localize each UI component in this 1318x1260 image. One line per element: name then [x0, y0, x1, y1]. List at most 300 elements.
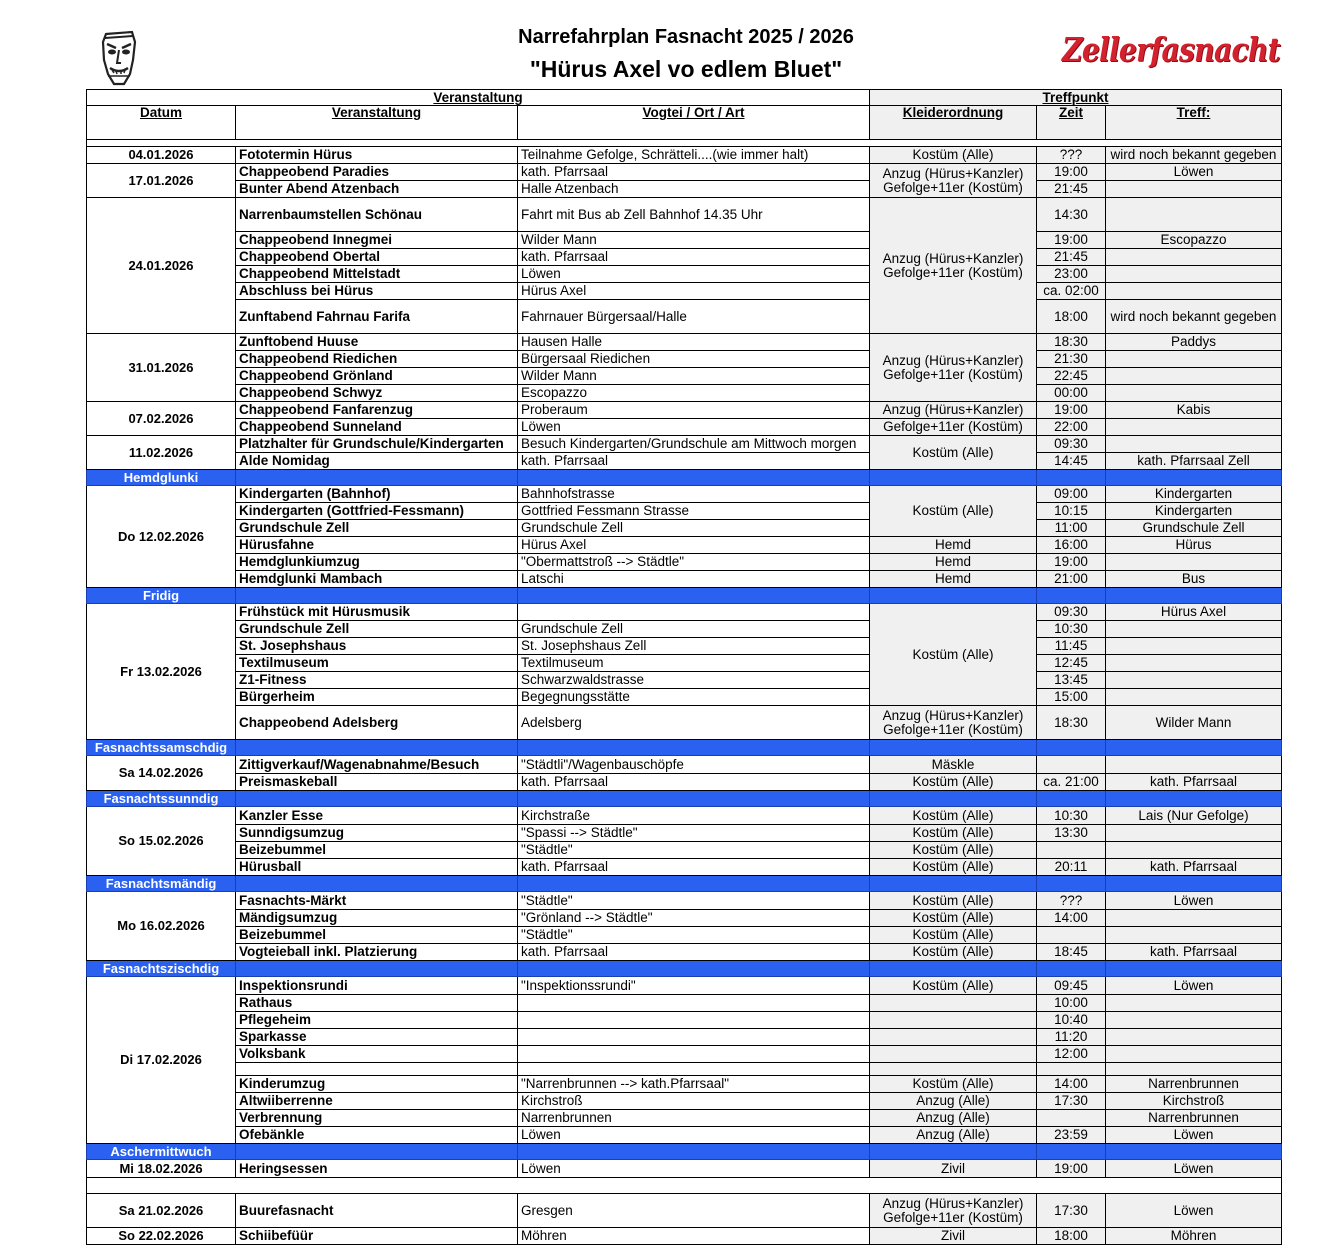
time-cell: 10:15 [1037, 503, 1106, 520]
location-cell: Bahnhofstrasse [518, 486, 870, 503]
location-cell: "Städtle" [518, 927, 870, 944]
table-row [87, 351, 1282, 368]
dress-code-cell [870, 995, 1037, 1012]
meeting-point-cell: kath. Pfarrsaal Zell [1106, 453, 1282, 470]
time-cell: 10:00 [1037, 995, 1106, 1012]
time-cell [1037, 1063, 1106, 1076]
meeting-point-cell: Kabis [1106, 402, 1282, 419]
table-row [87, 571, 1282, 588]
dress-code-cell [870, 164, 1037, 198]
event-cell: Bunter Abend Atzenbach [236, 181, 518, 198]
dress-code-cell [870, 334, 1037, 402]
meeting-point-cell [1106, 672, 1282, 689]
dress-code-cell [870, 147, 1037, 164]
location-cell: Kirchstraße [518, 807, 870, 825]
meeting-point-cell [1106, 249, 1282, 266]
dress-code-line: Kostüm (Alle) [912, 147, 994, 162]
section-filler-cell [236, 961, 518, 977]
meeting-point-cell [1106, 910, 1282, 927]
location-cell: Proberaum [518, 402, 870, 419]
table-row [87, 1093, 1282, 1110]
dress-code-line: Anzug (Alle) [916, 1093, 990, 1108]
event-cell: Chappeobend Innegmei [236, 232, 518, 249]
event-cell: Chappeobend Grönland [236, 368, 518, 385]
event-cell: Grundschule Zell [236, 520, 518, 537]
event-cell: Vogteieball inkl. Platzierung [236, 944, 518, 961]
time-cell: 14:30 [1037, 198, 1106, 232]
spacer-cell [87, 1178, 1282, 1194]
brand-logo: Zellerfasnacht [1062, 30, 1280, 69]
dress-code-cell [870, 774, 1037, 791]
col-header-ort: Vogtei / Ort / Art [518, 106, 870, 140]
event-cell: Chappeobend Schwyz [236, 385, 518, 402]
meeting-point-cell: Hürus [1106, 537, 1282, 554]
meeting-point-cell [1106, 198, 1282, 232]
section-filler-cell [236, 740, 518, 756]
table-row [87, 147, 1282, 164]
dress-code-cell [870, 1194, 1037, 1228]
section-filler-cell [236, 470, 518, 486]
section-filler-cell [518, 588, 870, 604]
date-cell: Mo 16.02.2026 [87, 892, 236, 961]
table-row [87, 1160, 1282, 1178]
time-cell: 18:45 [1037, 944, 1106, 961]
dress-code-cell [870, 419, 1037, 436]
dress-code-line: Anzug (Hürus+Kanzler) [882, 1195, 1024, 1211]
event-cell: Schiibefüür [236, 1228, 518, 1245]
table-row [87, 995, 1282, 1012]
time-cell: 21:00 [1037, 571, 1106, 588]
time-cell: 09:30 [1037, 436, 1106, 453]
location-cell: "Spassi --> Städtle" [518, 825, 870, 842]
dress-code-cell [870, 859, 1037, 876]
time-cell: 10:30 [1037, 621, 1106, 638]
dress-code-cell [870, 402, 1037, 419]
meeting-point-cell [1106, 351, 1282, 368]
event-cell: Hemdglunkiumzug [236, 554, 518, 571]
time-cell: 18:30 [1037, 706, 1106, 740]
date-cell: Do 12.02.2026 [87, 486, 236, 588]
event-cell: Chappeobend Paradies [236, 164, 518, 181]
dress-code-line: Anzug (Hürus+Kanzler) [882, 165, 1024, 181]
dress-code-line: Mäskle [931, 756, 975, 772]
event-cell: Chappeobend Fanfarenzug [236, 402, 518, 419]
meeting-point-cell: Löwen [1106, 164, 1282, 181]
dress-code-cell [870, 537, 1037, 554]
date-cell: Sa 21.02.2026 [87, 1194, 236, 1228]
dress-code-line: Anzug (Alle) [916, 1110, 990, 1125]
dress-code-cell [870, 892, 1037, 910]
meeting-point-cell: Kirchstroß [1106, 1093, 1282, 1110]
dress-code-cell [870, 825, 1037, 842]
table-row [87, 419, 1282, 436]
location-cell: Schwarzwaldstrasse [518, 672, 870, 689]
dress-code-line: Gefolge+11er (Kostüm) [883, 366, 1023, 382]
event-cell: Mändigsumzug [236, 910, 518, 927]
section-filler-cell [1106, 961, 1282, 977]
section-filler-cell [518, 1144, 870, 1160]
group-header-veranstaltung: Veranstaltung [87, 90, 870, 106]
group-header-treffpunkt: Treffpunkt [870, 90, 1282, 106]
col-header-datum: Datum [87, 106, 236, 140]
event-cell: Verbrennung [236, 1110, 518, 1127]
dress-code-cell [870, 807, 1037, 825]
section-filler-cell [870, 876, 1037, 892]
event-cell: Chappeobend Sunneland [236, 419, 518, 436]
time-cell: 10:30 [1037, 807, 1106, 825]
event-cell: Zittigverkauf/Wagenabnahme/Besuch [236, 756, 518, 774]
location-cell: Hausen Halle [518, 334, 870, 351]
event-cell: Chappeobend Mittelstadt [236, 266, 518, 283]
dress-code-line: Gefolge+11er (Kostüm) [883, 264, 1023, 280]
time-cell: 17:30 [1037, 1093, 1106, 1110]
group-header-row [87, 90, 1282, 106]
meeting-point-cell: Hürus Axel [1106, 604, 1282, 621]
event-cell: Zunftabend Fahrnau Farifa [236, 300, 518, 334]
location-cell: Wilder Mann [518, 232, 870, 249]
section-label: Aschermittwuch [87, 1144, 236, 1160]
dress-code-line: Anzug (Alle) [916, 1127, 990, 1142]
location-cell: "Grönland --> Städtle" [518, 910, 870, 927]
table-row [87, 486, 1282, 503]
table-row [87, 198, 1282, 232]
section-header-row [87, 588, 1282, 604]
location-cell [518, 995, 870, 1012]
page-header [0, 0, 1318, 90]
event-cell: Fototermin Hürus [236, 147, 518, 164]
section-header-row [87, 470, 1282, 486]
dress-code-cell [870, 842, 1037, 859]
meeting-point-cell [1106, 1063, 1282, 1076]
section-filler-cell [1106, 1144, 1282, 1160]
table-row [87, 1110, 1282, 1127]
event-cell [236, 1063, 518, 1076]
meeting-point-cell: wird noch bekannt gegeben [1106, 147, 1282, 164]
meeting-point-cell [1106, 368, 1282, 385]
time-cell: 13:45 [1037, 672, 1106, 689]
dress-code-line: Anzug (Hürus+Kanzler) [882, 352, 1024, 368]
dress-code-line: Kostüm (Alle) [912, 1076, 994, 1091]
table-row [87, 892, 1282, 910]
table-row [87, 520, 1282, 537]
location-cell: Gottfried Fessmann Strasse [518, 503, 870, 520]
event-cell: Kanzler Esse [236, 807, 518, 825]
location-cell: Wilder Mann [518, 368, 870, 385]
table-row [87, 825, 1282, 842]
meeting-point-cell [1106, 638, 1282, 655]
meeting-point-cell [1106, 554, 1282, 571]
time-cell: 09:30 [1037, 604, 1106, 621]
time-cell: 21:30 [1037, 351, 1106, 368]
dress-code-line: Hemd [934, 554, 971, 569]
time-cell: 18:00 [1037, 300, 1106, 334]
table-row [87, 807, 1282, 825]
dress-code-cell [870, 1127, 1037, 1144]
section-filler-cell [1037, 961, 1106, 977]
dress-code-line: Anzug (Hürus+Kanzler) [882, 250, 1024, 266]
col-header-veranstaltung: Veranstaltung [236, 106, 518, 140]
table-row [87, 1046, 1282, 1063]
dress-code-cell [870, 927, 1037, 944]
location-cell: "Narrenbrunnen --> kath.Pfarrsaal" [518, 1076, 870, 1093]
section-filler-cell [518, 470, 870, 486]
section-filler-cell [518, 791, 870, 807]
location-cell: Löwen [518, 1127, 870, 1144]
time-cell: 13:30 [1037, 825, 1106, 842]
meeting-point-cell: Kindergarten [1106, 486, 1282, 503]
location-cell: St. Josephshaus Zell [518, 638, 870, 655]
table-row [87, 249, 1282, 266]
dress-code-line: Kostüm (Alle) [912, 977, 994, 993]
time-cell: 14:00 [1037, 910, 1106, 927]
dress-code-cell [870, 1228, 1037, 1245]
event-cell: Volksbank [236, 1046, 518, 1063]
time-cell: 21:45 [1037, 181, 1106, 198]
event-cell: Heringsessen [236, 1160, 518, 1178]
column-header-row [87, 106, 1282, 140]
table-row [87, 910, 1282, 927]
time-cell: 17:30 [1037, 1194, 1106, 1228]
table-row [87, 1029, 1282, 1046]
location-cell: Escopazzo [518, 385, 870, 402]
time-cell [1037, 1110, 1106, 1127]
location-cell: Teilnahme Gefolge, Schrätteli....(wie immer halt) [518, 147, 870, 164]
dress-code-cell [870, 706, 1037, 740]
event-cell: Hürusball [236, 859, 518, 876]
date-cell: 04.01.2026 [87, 147, 236, 164]
meeting-point-cell: Bus [1106, 571, 1282, 588]
section-header-row [87, 961, 1282, 977]
time-cell: 22:00 [1037, 419, 1106, 436]
dress-code-line: Zivil [941, 1228, 965, 1243]
time-cell: 23:00 [1037, 266, 1106, 283]
time-cell [1037, 756, 1106, 774]
meeting-point-cell [1106, 1029, 1282, 1046]
event-cell: Hemdglunki Mambach [236, 571, 518, 588]
event-cell: Kindergarten (Bahnhof) [236, 486, 518, 503]
location-cell: Textilmuseum [518, 655, 870, 672]
time-cell: 09:45 [1037, 977, 1106, 995]
table-row [87, 1012, 1282, 1029]
event-cell: Grundschule Zell [236, 621, 518, 638]
time-cell: 12:45 [1037, 655, 1106, 672]
time-cell [1037, 842, 1106, 859]
event-cell: Rathaus [236, 995, 518, 1012]
dress-code-line: Kostüm (Alle) [912, 842, 994, 857]
table-row [87, 689, 1282, 706]
section-filler-cell [870, 588, 1037, 604]
section-header-row [87, 876, 1282, 892]
table-row [87, 453, 1282, 470]
dress-code-line: Kostüm (Alle) [912, 944, 994, 959]
event-cell: Inspektionsrundi [236, 977, 518, 995]
location-cell: Möhren [518, 1228, 870, 1245]
date-cell: 17.01.2026 [87, 164, 236, 198]
location-cell: Hürus Axel [518, 537, 870, 554]
section-filler-cell [236, 588, 518, 604]
dress-code-cell [870, 910, 1037, 927]
event-cell: Pflegeheim [236, 1012, 518, 1029]
dress-code-line: Anzug (Hürus+Kanzler) [882, 707, 1024, 723]
time-cell: 15:00 [1037, 689, 1106, 706]
event-cell: Zunftobend Huuse [236, 334, 518, 351]
spacer-row [87, 1178, 1282, 1194]
meeting-point-cell: wird noch bekannt gegeben [1106, 300, 1282, 334]
time-cell: 19:00 [1037, 232, 1106, 249]
page-title: Narrefahrplan Fasnacht 2025 / 2026 [518, 26, 854, 48]
time-cell: 14:00 [1037, 1076, 1106, 1093]
location-cell [518, 1029, 870, 1046]
col-header-treff: Treff: [1106, 106, 1282, 140]
dress-code-cell [870, 436, 1037, 470]
dress-code-cell [870, 1046, 1037, 1063]
section-filler-cell [1037, 876, 1106, 892]
time-cell [1037, 927, 1106, 944]
date-cell: 11.02.2026 [87, 436, 236, 470]
meeting-point-cell [1106, 283, 1282, 300]
date-cell: Di 17.02.2026 [87, 977, 236, 1144]
meeting-point-cell [1106, 756, 1282, 774]
date-cell: 07.02.2026 [87, 402, 236, 436]
section-filler-cell [518, 740, 870, 756]
dress-code-line: Kostüm (Alle) [912, 825, 994, 840]
table-row [87, 927, 1282, 944]
event-cell: Hürusfahne [236, 537, 518, 554]
event-cell: Chappeobend Obertal [236, 249, 518, 266]
time-cell: 20:11 [1037, 859, 1106, 876]
col-header-kleiderordnung: Kleiderordnung [870, 106, 1037, 140]
meeting-point-cell: Möhren [1106, 1228, 1282, 1245]
time-cell: 23:59 [1037, 1127, 1106, 1144]
dress-code-cell [870, 1160, 1037, 1178]
date-cell: Sa 14.02.2026 [87, 756, 236, 791]
table-row [87, 1127, 1282, 1144]
location-cell: Löwen [518, 1160, 870, 1178]
time-cell: 09:00 [1037, 486, 1106, 503]
section-filler-cell [870, 470, 1037, 486]
location-cell: Halle Atzenbach [518, 181, 870, 198]
event-cell: Sunndigsumzug [236, 825, 518, 842]
location-cell: Grundschule Zell [518, 520, 870, 537]
meeting-point-cell [1106, 1012, 1282, 1029]
dress-code-line: Hemd [934, 571, 971, 586]
table-row [87, 706, 1282, 740]
meeting-point-cell: Paddys [1106, 334, 1282, 351]
dress-code-line: Gefolge+11er (Kostüm) [883, 1209, 1023, 1225]
location-cell [518, 1046, 870, 1063]
time-cell: 21:45 [1037, 249, 1106, 266]
meeting-point-cell: Wilder Mann [1106, 706, 1282, 740]
meeting-point-cell [1106, 385, 1282, 402]
location-cell: Narrenbrunnen [518, 1110, 870, 1127]
table-row [87, 977, 1282, 995]
table-row [87, 554, 1282, 571]
dress-code-line: Kostüm (Alle) [912, 444, 994, 460]
meeting-point-cell: Löwen [1106, 977, 1282, 995]
event-cell: Platzhalter für Grundschule/Kindergarten [236, 436, 518, 453]
location-cell: kath. Pfarrsaal [518, 164, 870, 181]
time-cell: 19:00 [1037, 554, 1106, 571]
dress-code-line: Kostüm (Alle) [912, 646, 994, 662]
dress-code-cell [870, 1093, 1037, 1110]
table-row [87, 604, 1282, 621]
dress-code-cell [870, 1012, 1037, 1029]
event-cell: Z1-Fitness [236, 672, 518, 689]
time-cell: 11:00 [1037, 520, 1106, 537]
time-cell: 10:40 [1037, 1012, 1106, 1029]
event-cell: St. Josephshaus [236, 638, 518, 655]
location-cell: Fahrnauer Bürgersaal/Halle [518, 300, 870, 334]
event-cell: Buurefasnacht [236, 1194, 518, 1228]
meeting-point-cell [1106, 621, 1282, 638]
time-cell: ca. 02:00 [1037, 283, 1106, 300]
dress-code-line: Kostüm (Alle) [912, 503, 994, 518]
date-cell: So 22.02.2026 [87, 1228, 236, 1245]
meeting-point-cell [1106, 436, 1282, 453]
dress-code-line: Kostüm (Alle) [912, 892, 994, 908]
meeting-point-cell: Lais (Nur Gefolge) [1106, 807, 1282, 825]
event-cell: Chappeobend Riedichen [236, 351, 518, 368]
table-row [87, 300, 1282, 334]
dress-code-line: Gefolge+11er (Kostüm) [883, 179, 1023, 195]
event-cell: Altwiiberrenne [236, 1093, 518, 1110]
meeting-point-cell: kath. Pfarrsaal [1106, 774, 1282, 791]
time-cell: ??? [1037, 892, 1106, 910]
event-cell: Preismaskeball [236, 774, 518, 791]
table-row [87, 385, 1282, 402]
event-cell: Textilmuseum [236, 655, 518, 672]
event-cell: Abschluss bei Hürus [236, 283, 518, 300]
section-header-row [87, 1144, 1282, 1160]
table-row [87, 1228, 1282, 1245]
schedule-table [86, 89, 1282, 1245]
table-row [87, 638, 1282, 655]
section-filler-cell [1037, 740, 1106, 756]
section-header-row [87, 791, 1282, 807]
meeting-point-cell: Löwen [1106, 892, 1282, 910]
section-filler-cell [1106, 791, 1282, 807]
section-filler-cell [518, 876, 870, 892]
table-row [87, 1194, 1282, 1228]
dress-code-line: Gefolge+11er (Kostüm) [883, 721, 1023, 737]
dress-code-cell [870, 1063, 1037, 1076]
meeting-point-cell [1106, 927, 1282, 944]
location-cell: kath. Pfarrsaal [518, 249, 870, 266]
table-row [87, 1063, 1282, 1076]
table-row [87, 774, 1282, 791]
time-cell: 00:00 [1037, 385, 1106, 402]
section-label: Fasnachtsmändig [87, 876, 236, 892]
meeting-point-cell: Löwen [1106, 1127, 1282, 1144]
section-filler-cell [870, 740, 1037, 756]
event-cell: Beizebummel [236, 927, 518, 944]
meeting-point-cell: Löwen [1106, 1160, 1282, 1178]
time-cell: 11:45 [1037, 638, 1106, 655]
time-cell: 18:00 [1037, 1228, 1106, 1245]
event-cell: Sparkasse [236, 1029, 518, 1046]
table-row [87, 334, 1282, 351]
date-cell: So 15.02.2026 [87, 807, 236, 876]
meeting-point-cell: kath. Pfarrsaal [1106, 944, 1282, 961]
table-row [87, 672, 1282, 689]
meeting-point-cell [1106, 689, 1282, 706]
location-cell: Begegnungsstätte [518, 689, 870, 706]
table-row [87, 503, 1282, 520]
meeting-point-cell [1106, 181, 1282, 198]
event-cell: Fasnachts-Märkt [236, 892, 518, 910]
time-cell: 12:00 [1037, 1046, 1106, 1063]
event-cell: Narrenbaumstellen Schönau [236, 198, 518, 232]
